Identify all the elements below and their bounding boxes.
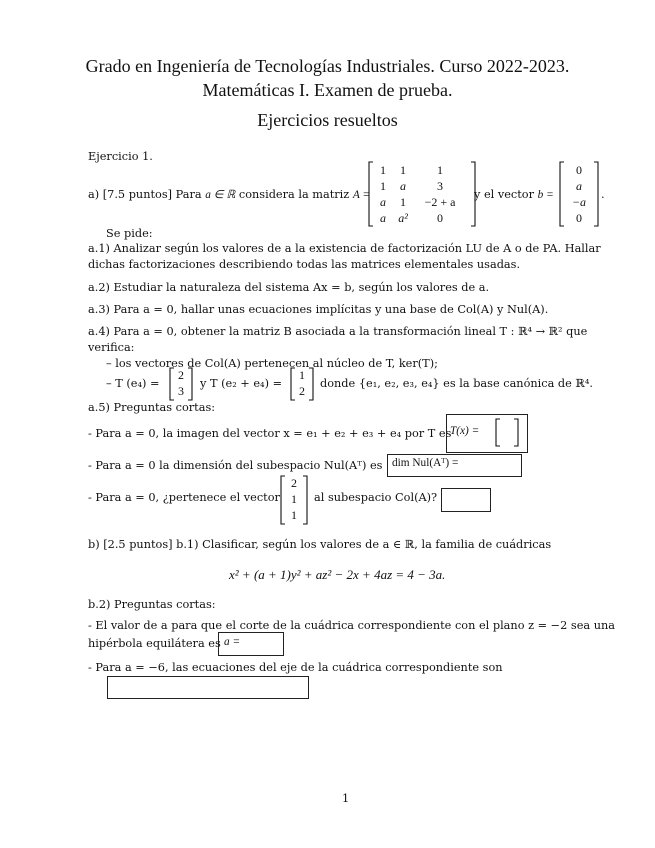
item-a2: a.2) Estudiar la naturaleza del sistema Ax = b, según los valores de a. <box>88 281 490 294</box>
matrix-cell: 0 <box>437 211 443 225</box>
matrix-cell: a² <box>398 211 408 225</box>
short-q1-text: - Para a = 0, la imagen del vector x = e₁ + e₂ + e₃ + e₄ por T es <box>88 427 452 440</box>
vector-end: . <box>601 188 605 201</box>
item-a4-bullet2b: y T (e₂ + e₄) = <box>200 377 283 390</box>
matrix-cell: 1 <box>380 179 386 193</box>
matrix-cell: −2 + a <box>424 195 456 209</box>
short-q3-answer-box[interactable] <box>441 488 491 512</box>
vector-cell: 3 <box>178 384 184 398</box>
matrix-cell: 1 <box>380 163 386 177</box>
matrix-cell: 1 <box>437 163 443 177</box>
item-a1-line1: a.1) Analizar según los valores de a la existencia de factorización LU de A o de PA. Hallar <box>88 242 601 255</box>
vector-cell: 1 <box>291 492 297 506</box>
exercise-title: Ejercicio 1. <box>88 150 153 163</box>
short-q2-text: - Para a = 0 la dimensión del subespacio Nul(Aᵀ) es <box>88 459 383 472</box>
b2-q1-line1: - El valor de a para que el corte de la cuádrica correspondiente con el plano z = −2 sea una <box>88 619 616 632</box>
item-a4-line2: verifica: <box>88 341 135 354</box>
header-subject: Matemáticas I. Examen de prueba. <box>202 80 453 100</box>
vector-text: y el vector b = <box>474 188 554 201</box>
item-a1-line2: dichas factorizaciones describiendo todas las matrices elementales usadas. <box>88 258 521 271</box>
item-a4-bullet2a: – T (e₄) = <box>106 377 160 390</box>
matrix-cell: 3 <box>437 179 443 193</box>
matrix-cell: 1 <box>400 195 406 209</box>
item-b2: b.2) Preguntas cortas: <box>88 598 216 611</box>
item-a4-bullet1: – los vectores de Col(A) pertenecen al núcleo de T, ker(T); <box>106 357 438 370</box>
vector-cell: 2 <box>178 368 184 382</box>
matrix-cell: a <box>380 195 386 209</box>
short-q2-box-label: dim Nul(Aᵀ) = <box>392 457 459 469</box>
item-a4-bullet2c: donde {e₁, e₂, e₃, e₄} es la base canónica de ℝ⁴. <box>320 377 593 390</box>
item-a5: a.5) Preguntas cortas: <box>88 401 216 414</box>
part-a-intro: a) [7.5 puntos] Para a ∈ ℝ considera la matriz A = <box>88 188 370 201</box>
matrix-cell: a <box>380 211 386 225</box>
matrix-cell: 1 <box>400 163 406 177</box>
short-q3-text-a: - Para a = 0, ¿pertenece el vector <box>88 491 280 504</box>
b2-q1-box-label: a = <box>224 636 241 648</box>
vector-cell: 1 <box>291 508 297 522</box>
b2-q2-text: - Para a = −6, las ecuaciones del eje de la cuádrica correspondiente son <box>88 661 503 674</box>
vector-cell: 1 <box>299 368 305 382</box>
item-a4-line1: a.4) Para a = 0, obtener la matriz B asociada a la transformación lineal T : ℝ⁴ → ℝ² que <box>88 325 588 338</box>
short-q3-text-b: al subespacio Col(A)? <box>314 491 438 504</box>
matrix-cell: a <box>400 179 406 193</box>
b2-q1-line2: hipérbola equilátera es <box>88 637 221 650</box>
vector-cell: 2 <box>299 384 305 398</box>
b2-q2-answer-box[interactable] <box>107 676 309 699</box>
part-b-intro: b) [2.5 puntos] b.1) Clasificar, según los valores de a ∈ ℝ, la familia de cuádricas <box>88 538 552 551</box>
page-number: 1 <box>342 792 350 805</box>
vector-cell: 0 <box>576 211 582 225</box>
vector-cell: 2 <box>291 476 297 490</box>
short-q1-box-label: T(x) = <box>450 425 480 437</box>
header-subtitle: Ejercicios resueltos <box>257 110 398 130</box>
se-pide: Se pide: <box>106 227 153 240</box>
answer-empty-vector-brackets <box>494 417 520 448</box>
header-course: Grado en Ingeniería de Tecnologías Industriales. Curso 2022-2023. <box>85 56 570 76</box>
vector-cell: 0 <box>576 163 582 177</box>
vector-cell: −a <box>571 195 587 209</box>
item-a3: a.3) Para a = 0, hallar unas ecuaciones implícitas y una base de Col(A) y Nul(A). <box>88 303 549 316</box>
vector-cell: a <box>576 179 582 193</box>
quadric-equation: x² + (a + 1)y² + az² − 2x + 4az = 4 − 3a. <box>229 567 446 582</box>
